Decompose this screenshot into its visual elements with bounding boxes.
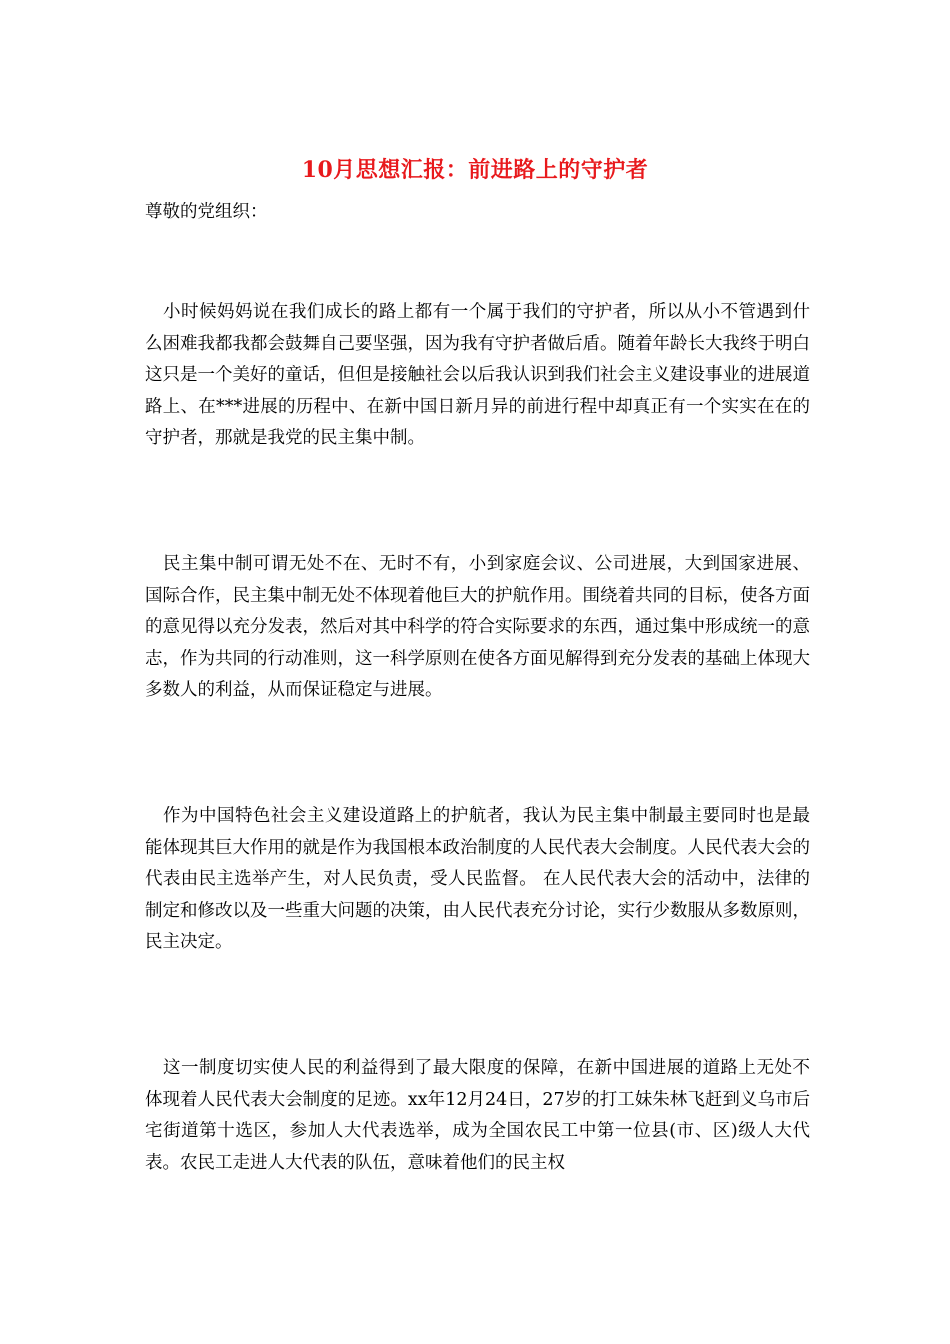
paragraph-3: 作为中国特色社会主义建设道路上的护航者，我认为民主集中制最主要同时也是最能体现其巨大作用的就是作为我国根本政治制度的人民代表大会制度。人民代表大会的代表由民主选举产生，对人民负责，受人民监督。 在人民代表大会的活动中，法律的制定和修改以及一些重大问题的决策，由人民代表充分讨论，实行少数服从多数原则，民主决定。 [145, 806, 810, 952]
paragraph-1: 小时候妈妈说在我们成长的路上都有一个属于我们的守护者，所以从小不管遇到什么困难我都我都会鼓舞自己要坚强，因为我有守护者做后盾。随着年龄长大我终于明白这只是一个美好的童话，但但是接触社会以后我认识到我们社会主义建设事业的进展道路上、在***进展的历程中、在新中国日新月异的前进行程中却真正有一个实实在在的守护者，那就是我党的民主集中制。 [145, 302, 810, 448]
document-title: 10月思想汇报：前进路上的守护者 [301, 157, 649, 183]
paragraph-2: 民主集中制可谓无处不在、无时不有，小到家庭会议、公司进展，大到国家进展、国际合作，民主集中制无处不体现着他巨大的护航作用。围绕着共同的目标，使各方面的意见得以充分发表，然后对其中科学的符合实际要求的东西，通过集中形成统一的意志，作为共同的行动准则，这一科学原则在使各方面见解得到充分发表的基础上体现大多数人的利益，从而保证稳定与进展。 [145, 554, 810, 700]
paragraph-4: 这一制度切实使人民的利益得到了最大限度的保障，在新中国进展的道路上无处不体现着人民代表大会制度的足迹。xx年12月24日，27岁的打工妹朱林飞赶到义乌市后宅街道第十选区，参加人大代表选举，成为全国农民工中第一位县(市、区)级人大代表。农民工走进人大代表的队伍，意味着他们的民主权 [145, 1058, 810, 1173]
salutation: 尊敬的党组织： [145, 202, 268, 222]
